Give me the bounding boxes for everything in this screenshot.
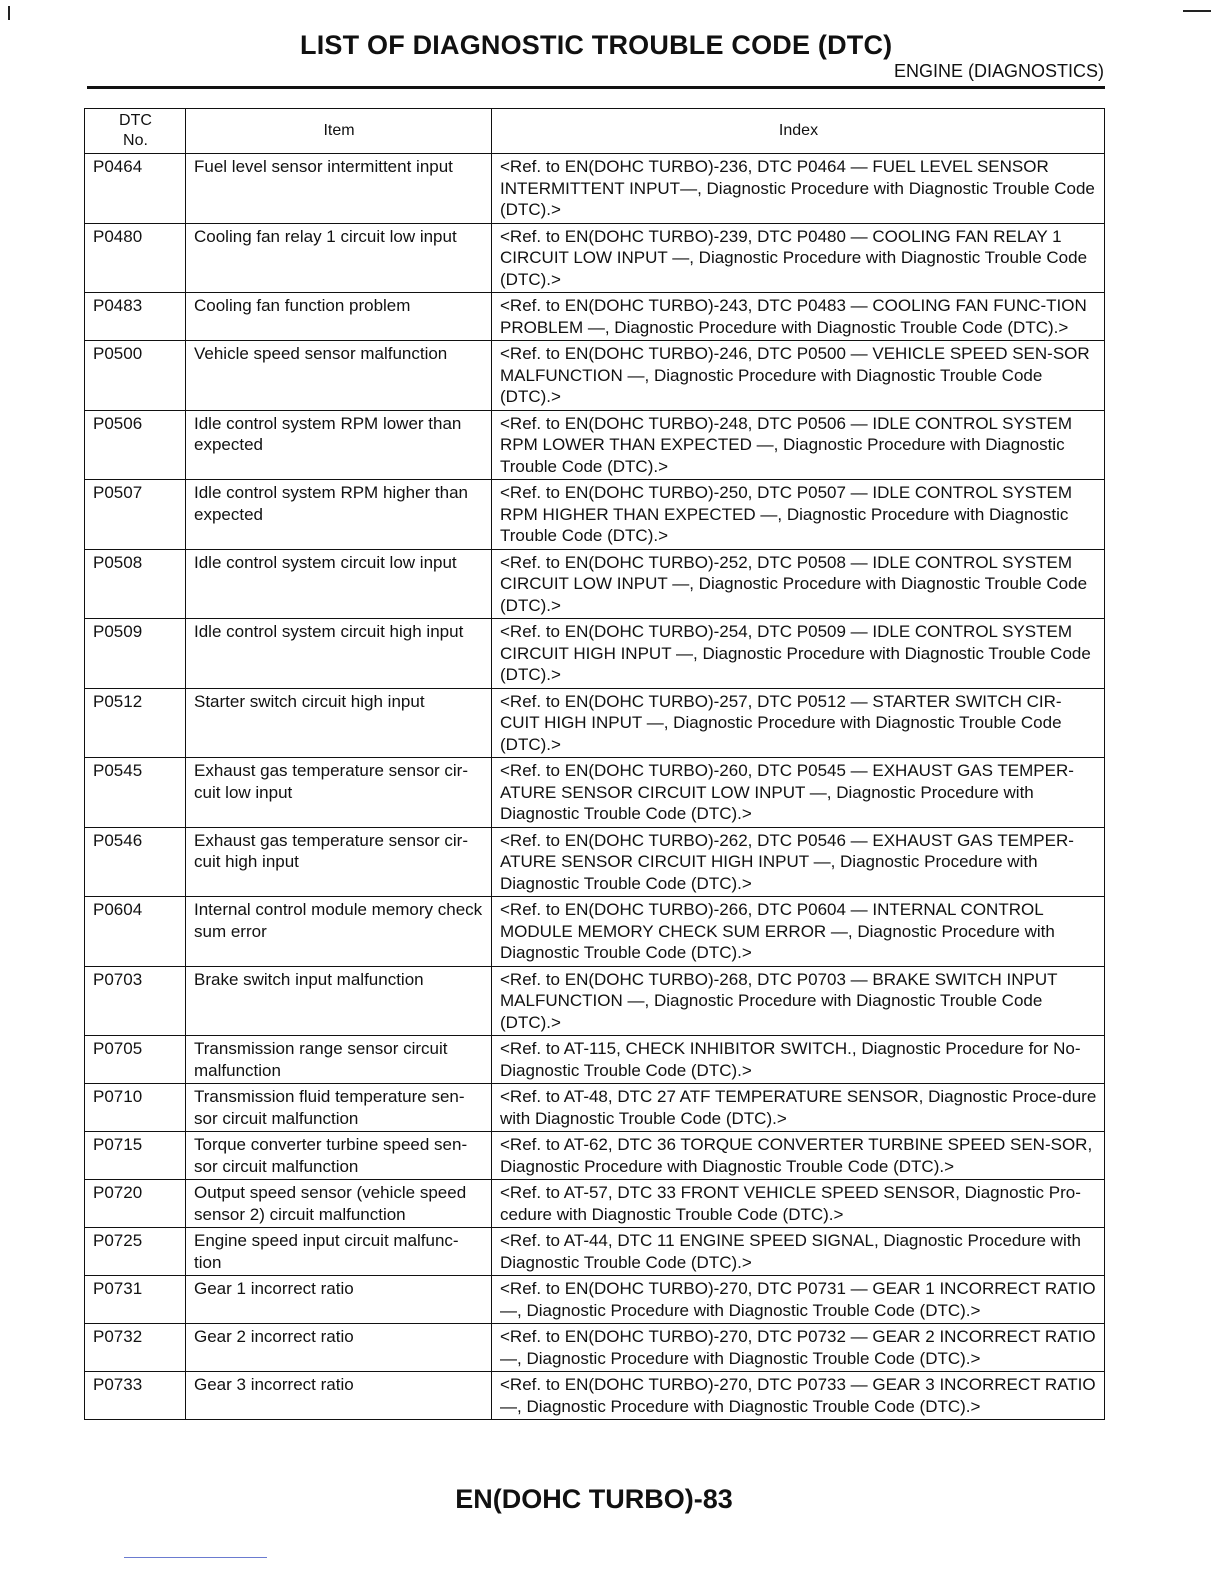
- item-cell: Exhaust gas temperature sensor cir-cuit low input: [186, 758, 492, 828]
- index-cell: <Ref. to AT-48, DTC 27 ATF TEMPERATURE SENSOR, Diagnostic Proce-dure with Diagnostic Trouble Code (DTC).>: [492, 1084, 1105, 1132]
- left-margin-mark: [8, 6, 10, 20]
- index-cell: <Ref. to EN(DOHC TURBO)-248, DTC P0506 — IDLE CONTROL SYSTEM RPM LOWER THAN EXPECTED —, Diagnostic Procedure with Diagnostic Trouble Code (DTC).>: [492, 410, 1105, 480]
- table-row: [85, 341, 1105, 411]
- dtc-code-cell: P0545: [85, 758, 186, 828]
- table-row: [85, 223, 1105, 293]
- bottom-line: [124, 1557, 267, 1558]
- dtc-code-cell: P0733: [85, 1372, 186, 1420]
- index-cell: <Ref. to EN(DOHC TURBO)-270, DTC P0733 — GEAR 3 INCORRECT RATIO —, Diagnostic Procedure with Diagnostic Trouble Code (DTC).>: [492, 1372, 1105, 1420]
- table-row: [85, 1132, 1105, 1180]
- header-rule: [87, 86, 1105, 89]
- dtc-code-cell: P0508: [85, 549, 186, 619]
- item-cell: Transmission range sensor circuit malfunction: [186, 1036, 492, 1084]
- item-cell: Idle control system circuit high input: [186, 619, 492, 689]
- table-row: [85, 966, 1105, 1036]
- page-title: LIST OF DIAGNOSTIC TROUBLE CODE (DTC): [300, 30, 893, 60]
- dtc-code-cell: P0483: [85, 293, 186, 341]
- right-margin-mark: [1183, 10, 1211, 12]
- page-number: EN(DOHC TURBO)-83: [455, 1484, 733, 1514]
- dtc-table: [84, 108, 1105, 1420]
- item-cell: Fuel level sensor intermittent input: [186, 154, 492, 224]
- index-cell: <Ref. to EN(DOHC TURBO)-250, DTC P0507 — IDLE CONTROL SYSTEM RPM HIGHER THAN EXPECTED —, Diagnostic Procedure with Diagnostic Trouble Code (DTC).>: [492, 480, 1105, 550]
- dtc-code-cell: P0480: [85, 223, 186, 293]
- index-cell: <Ref. to AT-62, DTC 36 TORQUE CONVERTER TURBINE SPEED SEN-SOR, Diagnostic Procedure with Diagnostic Trouble Code (DTC).>: [492, 1132, 1105, 1180]
- dtc-code-cell: P0506: [85, 410, 186, 480]
- item-cell: Exhaust gas temperature sensor cir-cuit high input: [186, 827, 492, 897]
- dtc-code-cell: P0725: [85, 1228, 186, 1276]
- table-body: [85, 154, 1105, 1420]
- index-cell: <Ref. to EN(DOHC TURBO)-257, DTC P0512 — STARTER SWITCH CIR-CUIT HIGH INPUT —, Diagnostic Procedure with Diagnostic Trouble Code (DTC).>: [492, 688, 1105, 758]
- item-cell: Gear 3 incorrect ratio: [186, 1372, 492, 1420]
- item-cell: Brake switch input malfunction: [186, 966, 492, 1036]
- dtc-code-cell: P0512: [85, 688, 186, 758]
- item-cell: Gear 2 incorrect ratio: [186, 1324, 492, 1372]
- dtc-code-cell: P0507: [85, 480, 186, 550]
- index-cell: <Ref. to EN(DOHC TURBO)-270, DTC P0732 — GEAR 2 INCORRECT RATIO —, Diagnostic Procedure with Diagnostic Trouble Code (DTC).>: [492, 1324, 1105, 1372]
- dtc-code-cell: P0546: [85, 827, 186, 897]
- dtc-code-cell: P0720: [85, 1180, 186, 1228]
- column-header-index: Index: [492, 109, 1105, 154]
- table-row: [85, 897, 1105, 967]
- table-row: [85, 480, 1105, 550]
- dtc-code-cell: P0464: [85, 154, 186, 224]
- table-row: [85, 1372, 1105, 1420]
- table-row: [85, 154, 1105, 224]
- index-cell: <Ref. to AT-57, DTC 33 FRONT VEHICLE SPEED SENSOR, Diagnostic Pro-cedure with Diagnostic Trouble Code (DTC).>: [492, 1180, 1105, 1228]
- column-header-dtc: DTC No.: [85, 109, 186, 154]
- index-cell: <Ref. to EN(DOHC TURBO)-266, DTC P0604 — INTERNAL CONTROL MODULE MEMORY CHECK SUM ERROR —, Diagnostic Procedure with Diagnostic Trouble Code (DTC).>: [492, 897, 1105, 967]
- item-cell: Cooling fan function problem: [186, 293, 492, 341]
- dtc-code-cell: P0604: [85, 897, 186, 967]
- column-header-item: Item: [186, 109, 492, 154]
- item-cell: Gear 1 incorrect ratio: [186, 1276, 492, 1324]
- dtc-code-cell: P0731: [85, 1276, 186, 1324]
- dtc-code-cell: P0509: [85, 619, 186, 689]
- index-cell: <Ref. to EN(DOHC TURBO)-262, DTC P0546 — EXHAUST GAS TEMPER-ATURE SENSOR CIRCUIT HIGH INPUT —, Diagnostic Procedure with Diagnostic Trouble Code (DTC).>: [492, 827, 1105, 897]
- dtc-code-cell: P0710: [85, 1084, 186, 1132]
- index-cell: <Ref. to EN(DOHC TURBO)-239, DTC P0480 — COOLING FAN RELAY 1 CIRCUIT LOW INPUT —, Diagnostic Procedure with Diagnostic Trouble Code (DTC).>: [492, 223, 1105, 293]
- index-cell: <Ref. to EN(DOHC TURBO)-246, DTC P0500 — VEHICLE SPEED SEN-SOR MALFUNCTION —, Diagnostic Procedure with Diagnostic Trouble Code (DTC).>: [492, 341, 1105, 411]
- index-cell: <Ref. to EN(DOHC TURBO)-268, DTC P0703 — BRAKE SWITCH INPUT MALFUNCTION —, Diagnostic Procedure with Diagnostic Trouble Code (DTC).>: [492, 966, 1105, 1036]
- dtc-code-cell: P0715: [85, 1132, 186, 1180]
- index-cell: <Ref. to EN(DOHC TURBO)-260, DTC P0545 — EXHAUST GAS TEMPER-ATURE SENSOR CIRCUIT LOW INPUT —, Diagnostic Procedure with Diagnostic Trouble Code (DTC).>: [492, 758, 1105, 828]
- table-row: [85, 1324, 1105, 1372]
- item-cell: Output speed sensor (vehicle speed sensor 2) circuit malfunction: [186, 1180, 492, 1228]
- table-row: [85, 1084, 1105, 1132]
- table-row: [85, 293, 1105, 341]
- item-cell: Idle control system circuit low input: [186, 549, 492, 619]
- dtc-code-cell: P0705: [85, 1036, 186, 1084]
- item-cell: Idle control system RPM lower than expected: [186, 410, 492, 480]
- item-cell: Engine speed input circuit malfunc-tion: [186, 1228, 492, 1276]
- dtc-code-cell: P0500: [85, 341, 186, 411]
- item-cell: Vehicle speed sensor malfunction: [186, 341, 492, 411]
- table-row: [85, 1228, 1105, 1276]
- item-cell: Internal control module memory check sum error: [186, 897, 492, 967]
- item-cell: Transmission fluid temperature sen-sor circuit malfunction: [186, 1084, 492, 1132]
- section-subtitle: ENGINE (DIAGNOSTICS): [893, 61, 1104, 81]
- index-cell: <Ref. to EN(DOHC TURBO)-254, DTC P0509 — IDLE CONTROL SYSTEM CIRCUIT HIGH INPUT —, Diagnostic Procedure with Diagnostic Trouble Code (DTC).>: [492, 619, 1105, 689]
- table-row: [85, 1276, 1105, 1324]
- item-cell: Idle control system RPM higher than expected: [186, 480, 492, 550]
- table-row: [85, 619, 1105, 689]
- item-cell: Cooling fan relay 1 circuit low input: [186, 223, 492, 293]
- index-cell: <Ref. to EN(DOHC TURBO)-270, DTC P0731 — GEAR 1 INCORRECT RATIO —, Diagnostic Procedure with Diagnostic Trouble Code (DTC).>: [492, 1276, 1105, 1324]
- index-cell: <Ref. to EN(DOHC TURBO)-252, DTC P0508 — IDLE CONTROL SYSTEM CIRCUIT LOW INPUT —, Diagnostic Procedure with Diagnostic Trouble Code (DTC).>: [492, 549, 1105, 619]
- index-cell: <Ref. to AT-44, DTC 11 ENGINE SPEED SIGNAL, Diagnostic Procedure with Diagnostic Trouble Code (DTC).>: [492, 1228, 1105, 1276]
- index-cell: <Ref. to AT-115, CHECK INHIBITOR SWITCH., Diagnostic Procedure for No-Diagnostic Trouble Code (DTC).>: [492, 1036, 1105, 1084]
- item-cell: Starter switch circuit high input: [186, 688, 492, 758]
- table-row: [85, 1036, 1105, 1084]
- table-row: [85, 688, 1105, 758]
- index-cell: <Ref. to EN(DOHC TURBO)-236, DTC P0464 — FUEL LEVEL SENSOR INTERMITTENT INPUT—, Diagnostic Procedure with Diagnostic Trouble Code (DTC).>: [492, 154, 1105, 224]
- dtc-code-cell: P0703: [85, 966, 186, 1036]
- table-row: [85, 410, 1105, 480]
- table-row: [85, 827, 1105, 897]
- item-cell: Torque converter turbine speed sen-sor circuit malfunction: [186, 1132, 492, 1180]
- index-cell: <Ref. to EN(DOHC TURBO)-243, DTC P0483 — COOLING FAN FUNC-TION PROBLEM —, Diagnostic Procedure with Diagnostic Trouble Code (DTC).>: [492, 293, 1105, 341]
- table-row: [85, 758, 1105, 828]
- table-row: [85, 549, 1105, 619]
- table-row: [85, 1180, 1105, 1228]
- table-header-row: [85, 109, 1105, 154]
- dtc-code-cell: P0732: [85, 1324, 186, 1372]
